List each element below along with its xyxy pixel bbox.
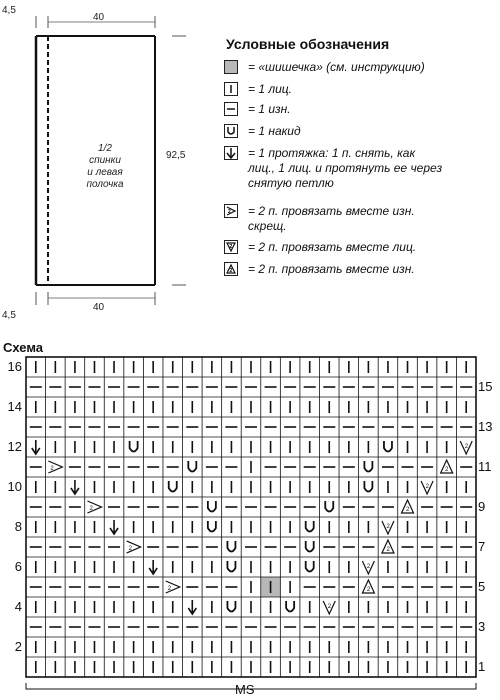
- svg-text:2: 2: [50, 466, 54, 472]
- knitting-chart: [0, 355, 500, 700]
- legend-text-line: лиц., 1 лиц. и протянуть ее через: [248, 161, 443, 175]
- row-number-right: 11: [478, 459, 492, 474]
- svg-text:2: 2: [464, 444, 469, 450]
- yarn-over-stitch: [130, 441, 138, 452]
- p2tog-stitch: [362, 580, 374, 593]
- row-number-right: 3: [478, 619, 486, 634]
- chart-title: Схема: [3, 340, 44, 355]
- legend-text: [248, 124, 301, 139]
- row-number-left: 6: [14, 559, 22, 574]
- row-number-left: 16: [7, 359, 22, 374]
- dim-top-width: 40: [93, 12, 105, 23]
- p2tog-stitch: [402, 500, 414, 513]
- yarn-over-stitch: [364, 481, 372, 492]
- panel-label-line: спинки: [89, 155, 121, 166]
- dim-top-left: 4,5: [2, 5, 16, 16]
- legend-text: [248, 60, 425, 75]
- row-number-right: 1: [478, 659, 486, 674]
- yarn-over-stitch: [227, 541, 235, 552]
- panel-label-line: и левая: [87, 167, 123, 178]
- yarn-over-stitch: [306, 541, 314, 552]
- legend-text-line: скрещ.: [248, 219, 287, 233]
- legend-text-line: = 2 п. провязать вместе изн.: [248, 204, 415, 218]
- row-number-right: 9: [478, 499, 486, 514]
- legend-text-line: = 2 п. провязать вместе лиц.: [248, 240, 417, 254]
- p2tog-icon: [224, 262, 238, 276]
- yarn-over-stitch: [169, 481, 177, 492]
- yarn-over-stitch: [286, 601, 294, 612]
- legend-text: [248, 82, 292, 97]
- panel-label: [60, 143, 150, 191]
- yarn-over-stitch: [384, 441, 392, 452]
- k2tog-icon: [224, 240, 238, 254]
- yarn-over-stitch: [325, 501, 333, 512]
- legend-text: [248, 146, 442, 191]
- pull-through-icon: [224, 146, 238, 160]
- svg-text:2: 2: [445, 467, 449, 473]
- k2tog-stitch: [362, 561, 374, 574]
- row-number-left: 4: [14, 599, 22, 614]
- pull-through-stitch: [110, 520, 118, 534]
- k2tog-stitch: [421, 481, 433, 494]
- p2tog-tbl-stitch: [87, 501, 101, 513]
- p2tog-stitch: [382, 540, 394, 553]
- legend-text-line: = 1 лиц.: [248, 82, 292, 96]
- legend-text: [248, 204, 415, 234]
- svg-text:2: 2: [229, 268, 233, 274]
- svg-text:2: 2: [406, 507, 410, 513]
- legend-text-line: = 2 п. провязать вместе изн.: [248, 262, 415, 276]
- legend-text: [248, 240, 416, 255]
- pull-through-stitch: [149, 560, 157, 574]
- row-number-left: 10: [7, 479, 22, 494]
- k2tog-stitch: [382, 521, 394, 534]
- legend-text-line: снятую петлю: [248, 176, 334, 190]
- yarn-over-stitch: [364, 461, 372, 472]
- svg-text:2: 2: [128, 546, 132, 552]
- yarn-over-stitch: [227, 561, 235, 572]
- row-number-left: 12: [7, 439, 22, 454]
- p2tog-tbl-stitch: [48, 461, 62, 473]
- svg-text:2: 2: [386, 547, 390, 553]
- svg-text:2: 2: [228, 209, 231, 215]
- yarn-over-stitch: [208, 501, 216, 512]
- legend-text-line: = 1 протяжка: 1 п. снять, как: [248, 146, 416, 160]
- yarn-over-stitch: [227, 601, 235, 612]
- k2tog-stitch: [460, 441, 472, 454]
- svg-text:2: 2: [229, 244, 233, 250]
- svg-text:2: 2: [89, 506, 93, 512]
- svg-text:2: 2: [327, 604, 332, 610]
- svg-text:2: 2: [425, 484, 429, 490]
- row-number-left: 2: [14, 639, 22, 654]
- yarn-over-stitch: [188, 461, 196, 472]
- row-number-left: 8: [14, 519, 22, 534]
- row-number-right: 13: [478, 419, 493, 434]
- svg-text:2: 2: [366, 564, 371, 570]
- dim-bottom-width: 40: [93, 302, 105, 313]
- p2tog-tbl-icon: [224, 204, 238, 218]
- pull-through-stitch: [71, 480, 79, 494]
- legend-text-line: = 1 накид: [248, 124, 301, 138]
- panel-label-line: полочка: [86, 179, 124, 190]
- row-number-right: 7: [478, 539, 486, 554]
- svg-text:2: 2: [386, 524, 390, 530]
- yarn-over-stitch: [208, 521, 216, 532]
- legend-text-line: = «шишечка» (см. инструкцию): [248, 60, 425, 74]
- yarn-over-icon: [224, 124, 238, 138]
- yarn-over-stitch: [306, 561, 314, 572]
- dim-height: 92,5: [166, 150, 186, 161]
- purl-icon: [224, 102, 238, 116]
- dim-bottom-left: 4,5: [2, 310, 16, 321]
- svg-text:2: 2: [167, 586, 172, 592]
- bobble-icon: [224, 60, 238, 74]
- legend-text: [248, 262, 415, 277]
- repeat-label: MS: [235, 682, 255, 697]
- row-number-right: 5: [478, 579, 486, 594]
- p2tog-stitch: [441, 460, 453, 473]
- legend-title: Условные обозначения: [226, 36, 390, 52]
- panel-label-line: 1/2: [98, 143, 112, 154]
- row-number-left: 14: [7, 399, 22, 414]
- k2tog-stitch: [323, 601, 335, 614]
- p2tog-tbl-stitch: [166, 581, 180, 593]
- yarn-over-stitch: [306, 521, 314, 532]
- pull-through-stitch: [32, 440, 40, 454]
- knit-icon: [224, 82, 238, 96]
- legend-text: [248, 102, 291, 117]
- legend-text-line: = 1 изн.: [248, 102, 291, 116]
- p2tog-tbl-stitch: [127, 541, 141, 553]
- pull-through-stitch: [188, 600, 196, 614]
- row-number-right: 15: [478, 379, 493, 394]
- svg-text:2: 2: [366, 587, 371, 593]
